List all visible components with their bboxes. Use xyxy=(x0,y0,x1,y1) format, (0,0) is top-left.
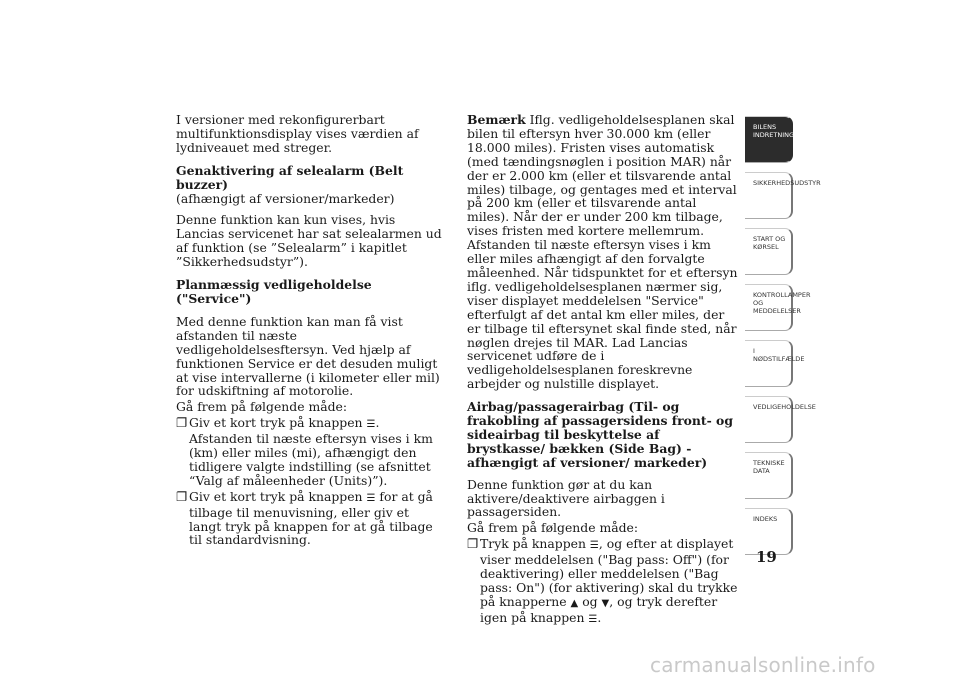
chapter-tabs xyxy=(745,116,821,564)
right-column xyxy=(467,113,739,629)
watermark: carmanualsonline.info xyxy=(650,653,876,677)
airbag-heading: Airbag/passagerairbag (Til- og frakobling af passagersidens front- og sideairbag til beskyttelse af brystkasse/ bækken (Side Bag) - afhængigt af versioner/ markeder) xyxy=(467,399,733,470)
tab-indeks[interactable]: INDEKS xyxy=(745,508,793,555)
checkbox-bullet-icon: ❐ xyxy=(176,488,188,504)
list-item: ❐ Giv et kort tryk på knappen ☰ for at gå tilbage til menuvisning, eller giv et langt tryk på knappen for at gå tilbage til standardvisning. xyxy=(176,488,433,548)
procedure-intro: Gå frem på følgende måde: xyxy=(176,399,348,415)
menu-button-icon: ☰ xyxy=(366,492,376,504)
menu-button-icon: ☰ xyxy=(589,540,599,552)
airbag-body: Denne funktion gør at du kan aktivere/deaktivere airbaggen i passagersiden. xyxy=(467,476,665,520)
service-body: Med denne funktion kan man få vist afstanden til næste vedligeholdelsesftersyn. Ved hjælp af funktionen Service er det desuden muligt at vise intervallerne (i kilometer eller mil) for udskiftning af motorolie. xyxy=(176,313,440,399)
menu-button-icon: ☰ xyxy=(366,419,376,431)
checkbox-bullet-icon: ❐ xyxy=(467,536,479,552)
procedure-intro: Gå frem på følgende måde: xyxy=(467,520,639,536)
checkbox-bullet-icon: ❐ xyxy=(176,415,188,431)
tab-i-nodstilfaelde[interactable]: I NØDSTILFÆLDE xyxy=(745,340,793,387)
belt-buzzer-heading: Genaktivering af selealarm (Belt buzzer) (afhængigt af versioner/markeder) xyxy=(176,162,404,206)
tab-bilens-indretning[interactable]: BILENS INDRETNING xyxy=(745,116,793,163)
down-arrow-button-icon: ▼ xyxy=(601,597,610,609)
tab-vedligeholdelse[interactable]: VEDLIGEHOLDELSE xyxy=(745,396,793,443)
page-number: 19 xyxy=(756,548,777,566)
menu-button-icon: ☰ xyxy=(588,613,598,625)
intro-paragraph: I versioner med rekonfigurerbart multifunktionsdisplay vises værdien af lydniveauet med streger. xyxy=(176,112,419,155)
note-paragraph: Bemærk Iflg. vedligeholdelsesplanen skal bilen til eftersyn hver 30.000 km (eller 18.000 miles). Fristen vises automatisk (med tændingsnøglen i position MAR) når der er 2.000 km (eller et tilsvarende antal miles) tilbage, og gentages med et interval på 200 km (eller et tilsvarende antal miles). Når der er under 200 km tilbage, vises fristen med kortere mellemrum. Afstanden til næste eftersyn vises i km eller miles afhængigt af den forvalgte måleenhed. Når tidspunktet for et eftersyn iflg. vedligeholdelsesplanen nærmer sig, viser displayet meddelelsen "Service" efterfulgt af det antal km eller miles, der er tilbage til eftersynet skal finde sted, når nøglen drejes til MAR. Lad Lancias servicenet udføre de i vedligeholdelsesplanen foreskrevne arbejder og nulstille displayet. xyxy=(467,112,738,392)
tab-tekniske-data[interactable]: TEKNISKE DATA xyxy=(745,452,793,499)
tab-sikkerhedsudstyr[interactable]: SIKKERHEDSUDSTYR xyxy=(745,172,793,219)
left-column xyxy=(176,113,444,549)
list-item: ❐ Giv et kort tryk på knappen ☰. Afstanden til næste eftersyn vises i km (km) eller miles (mi), afhængigt den tidligere valgte indstilling (se afsnittet “Valg af måleenheder (Units)”). xyxy=(176,415,433,488)
belt-buzzer-body: Denne funktion kan kun vises, hvis Lancias servicenet har sat selealarmen ud af funktion (se ”Selealarm” i kapitlet ”Sikkerhedsudstyr”). xyxy=(176,212,442,270)
tab-start-og-korsel[interactable]: START OG KØRSEL xyxy=(745,228,793,275)
service-heading: Planmæssig vedligeholdelse ("Service") xyxy=(176,277,372,306)
up-arrow-button-icon: ▲ xyxy=(570,597,579,609)
list-item: ❐ Tryk på knappen ☰, og efter at displayet viser meddelelsen ("Bag pass: Off") (for deaktivering) eller meddelelsen ("Bag pass: On") (for aktivering) skal du trykke på knapperne ▲ og ▼, og tryk derefter igen på knappen ☰. xyxy=(467,536,738,625)
tab-kontrollamper[interactable]: KONTROLLAMPER OG MEDDELELSER xyxy=(745,284,793,331)
belt-buzzer-subheading: (afhængigt af versioner/markeder) xyxy=(176,190,395,206)
